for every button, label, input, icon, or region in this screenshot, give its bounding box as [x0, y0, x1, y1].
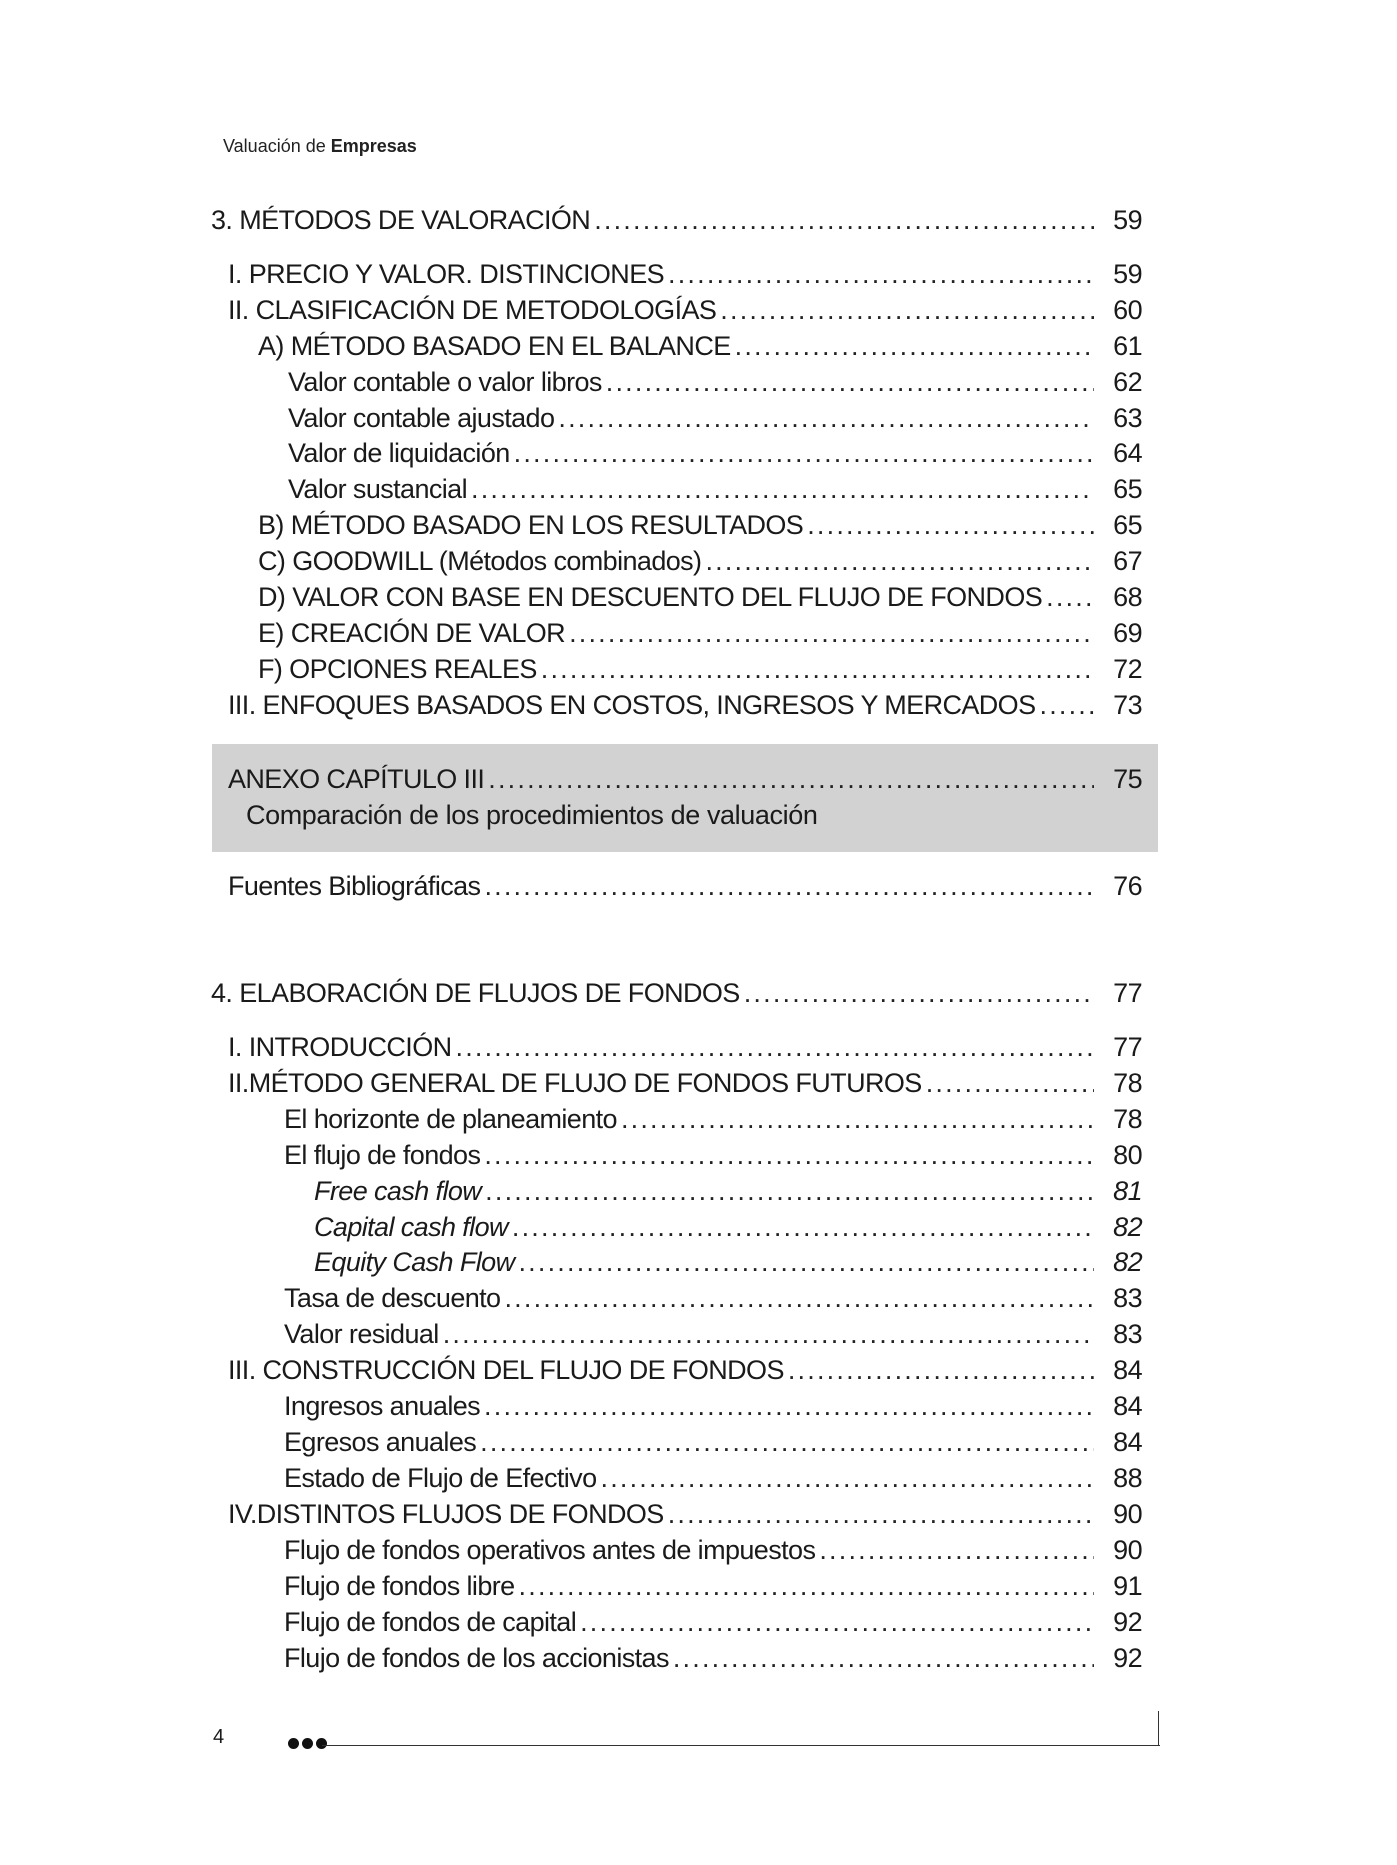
dot-icon: [316, 1738, 327, 1749]
toc-page: 84: [1113, 1355, 1142, 1385]
leader-dots: [558, 401, 1094, 435]
toc-label: Flujo de fondos de capital: [284, 1607, 577, 1637]
toc-entry[interactable]: [258, 329, 1142, 363]
leader-dots: [594, 203, 1094, 237]
leader-dots: [668, 1497, 1094, 1531]
leader-dots: [456, 1030, 1095, 1064]
leader-dots: [705, 544, 1094, 578]
leader-dots: [720, 293, 1094, 327]
toc-label: Valor contable o valor libros: [288, 367, 602, 397]
leader-dots: [471, 472, 1094, 506]
toc-label: Flujo de fondos libre: [284, 1571, 515, 1601]
toc-label: III. ENFOQUES BASADOS EN COSTOS, INGRESOS Y MERCADOS: [228, 690, 1036, 720]
toc-page: 67: [1113, 546, 1142, 576]
toc-entry[interactable]: [288, 401, 1142, 435]
toc-label: Valor residual: [284, 1319, 439, 1349]
toc-entry[interactable]: [284, 1461, 1142, 1495]
leader-dots: [601, 1461, 1095, 1495]
toc-entry[interactable]: [284, 1317, 1142, 1351]
toc-label: III. CONSTRUCCIÓN DEL FLUJO DE FONDOS: [228, 1355, 784, 1385]
toc-entry-chapter-3[interactable]: [211, 203, 1142, 237]
leader-dots: [1040, 688, 1095, 722]
leader-dots: [514, 436, 1094, 470]
toc-page: 60: [1113, 295, 1142, 325]
toc-page: 92: [1113, 1607, 1142, 1637]
toc-page: 77: [1113, 978, 1142, 1008]
toc-page: 64: [1113, 438, 1142, 468]
toc-entry[interactable]: [284, 1641, 1142, 1675]
leader-dots: [819, 1533, 1094, 1567]
leader-dots: [443, 1317, 1094, 1351]
leader-dots: [480, 1425, 1094, 1459]
leader-dots: [807, 508, 1094, 542]
toc-label: Valor contable ajustado: [288, 403, 555, 433]
toc-entry[interactable]: [314, 1174, 1142, 1208]
toc-page: 73: [1113, 690, 1142, 720]
toc-page: 61: [1113, 331, 1142, 361]
page-number: 4: [213, 1726, 225, 1748]
toc-label: Capital cash flow: [314, 1212, 508, 1242]
toc-entry[interactable]: [258, 652, 1142, 686]
toc-entry[interactable]: [228, 1497, 1142, 1531]
toc-entry[interactable]: [284, 1138, 1142, 1172]
footer-rule-tick: [1158, 1711, 1159, 1746]
toc-page: 83: [1113, 1319, 1142, 1349]
toc-label: IV.DISTINTOS FLUJOS DE FONDOS: [228, 1499, 664, 1529]
toc-entry[interactable]: [228, 1066, 1142, 1100]
toc-page: 65: [1113, 510, 1142, 540]
annex-subtitle: Comparación de los procedimientos de valuación: [246, 800, 818, 830]
toc-page: 76: [1113, 871, 1142, 901]
leader-dots: [744, 976, 1094, 1010]
toc-label: 4. ELABORACIÓN DE FLUJOS DE FONDOS: [211, 978, 740, 1008]
toc-page: 81: [1113, 1176, 1142, 1206]
leader-dots: [488, 762, 1094, 796]
toc-page: 84: [1113, 1427, 1142, 1457]
toc-label: Valor de liquidación: [288, 438, 510, 468]
header-prefix: Valuación de: [223, 136, 326, 156]
toc-label: II. CLASIFICACIÓN DE METODOLOGÍAS: [228, 295, 717, 325]
toc-entry[interactable]: [284, 1425, 1142, 1459]
toc-entry[interactable]: [284, 1281, 1142, 1315]
toc-page: 78: [1113, 1068, 1142, 1098]
header-bold: Empresas: [330, 136, 417, 156]
leader-dots: [485, 1174, 1094, 1208]
running-header: [223, 136, 417, 157]
leader-dots: [484, 1138, 1094, 1172]
toc-entry[interactable]: [314, 1210, 1142, 1244]
toc-label: D) VALOR CON BASE EN DESCUENTO DEL FLUJO DE FONDOS: [258, 582, 1043, 612]
toc-entry-bibliography[interactable]: [228, 869, 1142, 903]
dot-icon: [302, 1738, 313, 1749]
toc-entry[interactable]: [228, 688, 1142, 722]
toc-label: El horizonte de planeamiento: [284, 1104, 617, 1134]
toc-entry[interactable]: [284, 1569, 1142, 1603]
leader-dots: [512, 1210, 1094, 1244]
toc-label: Equity Cash Flow: [314, 1247, 515, 1277]
toc-entry[interactable]: [284, 1533, 1142, 1567]
toc-page: 75: [1113, 764, 1142, 794]
toc-label: Flujo de fondos de los accionistas: [284, 1643, 669, 1673]
toc-entry[interactable]: [228, 1353, 1142, 1387]
toc-label: A) MÉTODO BASADO EN EL BALANCE: [258, 331, 731, 361]
toc-page: 69: [1113, 618, 1142, 648]
toc-label: Ingresos anuales: [284, 1391, 481, 1421]
toc-page: 63: [1113, 403, 1142, 433]
leader-dots: [519, 1569, 1094, 1603]
toc-label: Flujo de fondos operativos antes de impuestos: [284, 1535, 816, 1565]
dot-icon: [288, 1738, 299, 1749]
toc-label: Free cash flow: [314, 1176, 482, 1206]
toc-entry[interactable]: [288, 436, 1142, 470]
toc-entry[interactable]: [284, 1389, 1142, 1423]
toc-page: 88: [1113, 1463, 1142, 1493]
toc-label: Valor sustancial: [288, 474, 467, 504]
toc-page: 80: [1113, 1140, 1142, 1170]
leader-dots: [926, 1066, 1094, 1100]
toc-label: El flujo de fondos: [284, 1140, 481, 1170]
footer-rule: [322, 1745, 1160, 1746]
toc-label: E) CREACIÓN DE VALOR: [258, 618, 566, 648]
leader-dots: [1046, 580, 1094, 614]
leader-dots: [484, 1389, 1094, 1423]
toc-label: Egresos anuales: [284, 1427, 477, 1457]
toc-page: 68: [1113, 582, 1142, 612]
toc-page: 84: [1113, 1391, 1142, 1421]
toc-label: ANEXO CAPÍTULO III: [228, 764, 485, 794]
toc-page: 82: [1113, 1212, 1142, 1242]
leader-dots: [621, 1102, 1094, 1136]
toc-entry[interactable]: [258, 544, 1142, 578]
leader-dots: [518, 1245, 1094, 1279]
toc-page: 91: [1113, 1571, 1142, 1601]
leader-dots: [580, 1605, 1094, 1639]
leader-dots: [735, 329, 1094, 363]
toc-label: 3. MÉTODOS DE VALORACIÓN: [211, 205, 591, 235]
toc-label: I. PRECIO Y VALOR. DISTINCIONES: [228, 259, 665, 289]
toc-page: 78: [1113, 1104, 1142, 1134]
toc-entry[interactable]: [258, 580, 1142, 614]
toc-entry[interactable]: [314, 1245, 1142, 1279]
toc-entry[interactable]: [258, 508, 1142, 542]
toc-label: B) MÉTODO BASADO EN LOS RESULTADOS: [258, 510, 804, 540]
toc-page: 62: [1113, 367, 1142, 397]
leader-dots: [504, 1281, 1094, 1315]
toc-entry[interactable]: [228, 293, 1142, 327]
leader-dots: [606, 365, 1094, 399]
toc-entry[interactable]: [228, 257, 1142, 291]
toc-page: 72: [1113, 654, 1142, 684]
toc-entry[interactable]: [288, 472, 1142, 506]
leader-dots: [673, 1641, 1094, 1675]
toc-page: 65: [1113, 474, 1142, 504]
toc-entry[interactable]: [284, 1605, 1142, 1639]
leader-dots: [569, 616, 1094, 650]
toc-page: 59: [1113, 205, 1142, 235]
toc-page: 59: [1113, 259, 1142, 289]
toc-label: Tasa de descuento: [284, 1283, 501, 1313]
toc-page: 92: [1113, 1643, 1142, 1673]
toc-label: C) GOODWILL (Métodos combinados): [258, 546, 702, 576]
toc-page: 82: [1113, 1247, 1142, 1277]
toc-entry[interactable]: [284, 1102, 1142, 1136]
toc-page: 83: [1113, 1283, 1142, 1313]
toc-label: Fuentes Bibliográficas: [228, 871, 481, 901]
leader-dots: [484, 869, 1094, 903]
footer-dots-ornament: [288, 1738, 327, 1749]
toc-page: 90: [1113, 1535, 1142, 1565]
toc-label: Estado de Flujo de Efectivo: [284, 1463, 597, 1493]
toc-entry[interactable]: [228, 1030, 1142, 1064]
toc-label: F) OPCIONES REALES: [258, 654, 537, 684]
toc-label: I. INTRODUCCIÓN: [228, 1032, 452, 1062]
toc-page: 77: [1113, 1032, 1142, 1062]
toc-entry-chapter-4[interactable]: [211, 976, 1142, 1010]
toc-entry[interactable]: [288, 365, 1142, 399]
leader-dots: [668, 257, 1094, 291]
toc-page: 90: [1113, 1499, 1142, 1529]
toc-entry[interactable]: [258, 616, 1142, 650]
leader-dots: [541, 652, 1094, 686]
toc-entry-annex[interactable]: [228, 762, 1142, 796]
toc-label: II.MÉTODO GENERAL DE FLUJO DE FONDOS FUTUROS: [228, 1068, 922, 1098]
leader-dots: [788, 1353, 1094, 1387]
